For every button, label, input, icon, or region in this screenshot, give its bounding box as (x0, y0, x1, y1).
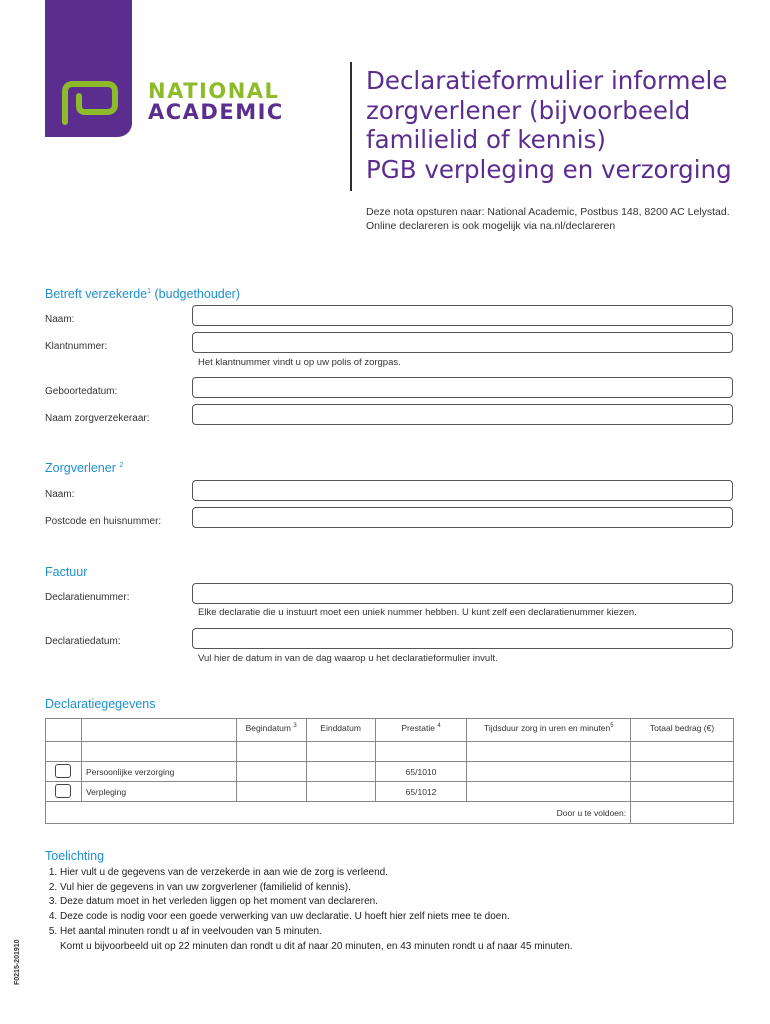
label-postcode: Postcode en huisnummer: (45, 516, 162, 527)
begindatum-cell[interactable] (236, 782, 306, 802)
footnote-ref: 4 (437, 723, 441, 730)
form-code: F0215-201910 (14, 939, 21, 985)
cell[interactable] (236, 742, 306, 762)
heading-suffix: (budgethouder) (151, 287, 240, 301)
naam-zorgverlener-field[interactable] (192, 480, 733, 501)
section-heading-toelichting: Toelichting (45, 849, 105, 863)
logo-symbol-icon (45, 0, 132, 137)
logo-wordmark (148, 81, 284, 123)
note-item: 5. Het aantal minuten rondt u af in veelvouden van 5 minuten. (60, 925, 573, 940)
checkbox-verpleging[interactable] (55, 784, 71, 798)
declaratienummer-field[interactable] (192, 583, 733, 604)
label-declaratienummer: Declaratienummer: (45, 592, 130, 603)
note-item: 1. Hier vult u de gegevens van de verzekerde in aan wie de zorg is verleend. (60, 866, 573, 881)
table-row (46, 782, 734, 802)
footer-label: Door u te voldoen: (46, 802, 631, 824)
naam-verzekerde-field[interactable] (192, 305, 733, 326)
declaratiedatum-hint: Vul hier de datum in van de dag waarop u het declaratieformulier invult. (198, 653, 498, 664)
totaal-cell[interactable] (631, 762, 734, 782)
klantnummer-hint: Het klantnummer vindt u op uw polis of zorgpas. (198, 357, 401, 368)
declaratienummer-hint: Elke declaratie die u instuurt moet een uniek nummer hebben. U kunt zelf een declaratienummer kiezen. (198, 607, 637, 618)
geboortedatum-field[interactable] (192, 377, 733, 398)
cell[interactable] (467, 742, 631, 762)
table-row (46, 762, 734, 782)
footer-total-cell[interactable] (631, 802, 734, 824)
tijdsduur-cell[interactable] (467, 782, 631, 802)
prestatie-code: 65/1010 (375, 762, 467, 782)
table-header-row (46, 719, 734, 742)
label-naam-zorgverlener: Naam: (45, 489, 75, 500)
declaratiedatum-field[interactable] (192, 628, 733, 649)
header-empty-1 (46, 719, 82, 742)
begindatum-cell[interactable] (236, 762, 306, 782)
cell (81, 742, 236, 762)
header-text: Begindatum (245, 723, 291, 733)
footnote-ref: 3 (293, 723, 297, 730)
online-line: Online declareren is ook mogelijk via na.nl/declareren (366, 220, 616, 232)
table-row-empty (46, 742, 734, 762)
cell[interactable] (306, 742, 375, 762)
title-line-1: Declaratieformulier informele (366, 66, 728, 95)
header-tijdsduur (467, 719, 631, 742)
header-prestatie (375, 719, 467, 742)
header-begindatum (236, 719, 306, 742)
totaal-cell[interactable] (631, 782, 734, 802)
cell (46, 742, 82, 762)
title-line-2: zorgverlener (bijvoorbeeld (366, 95, 691, 125)
header-empty-2 (81, 719, 236, 742)
checkbox-persoonlijke-verzorging[interactable] (55, 764, 71, 778)
prestatie-code: 65/1012 (375, 782, 467, 802)
title-line-4: PGB verpleging en verzorging (366, 154, 732, 184)
header-text: Tijdsduur zorg in uren en minuten (483, 723, 611, 733)
label-zorgverzekeraar: Naam zorgverzekeraar: (45, 413, 150, 424)
row-label: Verpleging (81, 782, 236, 802)
label-naam-verzekerde: Naam: (45, 314, 75, 325)
footnote-ref: 2 (119, 461, 124, 469)
heading-text: Betreft verzekerde (45, 287, 148, 301)
footnote-ref: 5 (610, 723, 614, 730)
toelichting-list (45, 866, 573, 954)
logo-line-academic: ACADEMIC (148, 100, 284, 124)
table-footer-row (46, 802, 734, 824)
einddatum-cell[interactable] (306, 762, 375, 782)
logo-line-national: NATIONAL (148, 79, 280, 103)
klantnummer-field[interactable] (192, 332, 733, 353)
label-declaratiedatum: Declaratiedatum: (45, 636, 121, 647)
header-einddatum: Einddatum (306, 719, 375, 742)
page-title (366, 66, 766, 184)
note-item: 2. Vul hier de gegevens in van uw zorgverlener (familielid of kennis). (60, 881, 573, 896)
tijdsduur-cell[interactable] (467, 762, 631, 782)
header-text: Prestatie (401, 723, 435, 733)
address-line: Deze nota opsturen naar: National Academic, Postbus 148, 8200 AC Lelystad. (366, 206, 730, 218)
checkbox-cell (46, 782, 82, 802)
row-label: Persoonlijke verzorging (81, 762, 236, 782)
section-heading-factuur: Factuur (45, 565, 88, 579)
declaratie-table (45, 718, 734, 824)
title-line-3: familielid of kennis) (366, 125, 606, 154)
cell[interactable] (631, 742, 734, 762)
logo-mark (45, 0, 132, 137)
checkbox-cell (46, 762, 82, 782)
heading-text: Zorgverlener (45, 461, 116, 475)
einddatum-cell[interactable] (306, 782, 375, 802)
address-info (366, 205, 730, 233)
section-heading-verzekerde (45, 287, 240, 301)
header-totaal: Totaal bedrag (€) (631, 719, 734, 742)
section-heading-declaratie: Declaratiegegevens (45, 697, 156, 711)
cell (375, 742, 467, 762)
note-item: 4. Deze code is nodig voor een goede verwerking van uw declaratie. U hoeft hier zelf niets mee te doen. (60, 910, 573, 925)
label-klantnummer: Klantnummer: (45, 341, 108, 352)
title-divider (350, 62, 352, 191)
note-item: 3. Deze datum moet in het verleden liggen op het moment van declareren. (60, 895, 573, 910)
zorgverzekeraar-field[interactable] (192, 404, 733, 425)
section-heading-zorgverlener (45, 461, 123, 475)
note-extra: Komt u bijvoorbeeld uit op 22 minuten dan rondt u dit af naar 20 minuten, en 43 minuten rondt u af naar 45 minuten. (60, 940, 573, 952)
footnote-ref: 1 (147, 287, 152, 295)
postcode-field[interactable] (192, 507, 733, 528)
label-geboortedatum: Geboortedatum: (45, 386, 118, 397)
